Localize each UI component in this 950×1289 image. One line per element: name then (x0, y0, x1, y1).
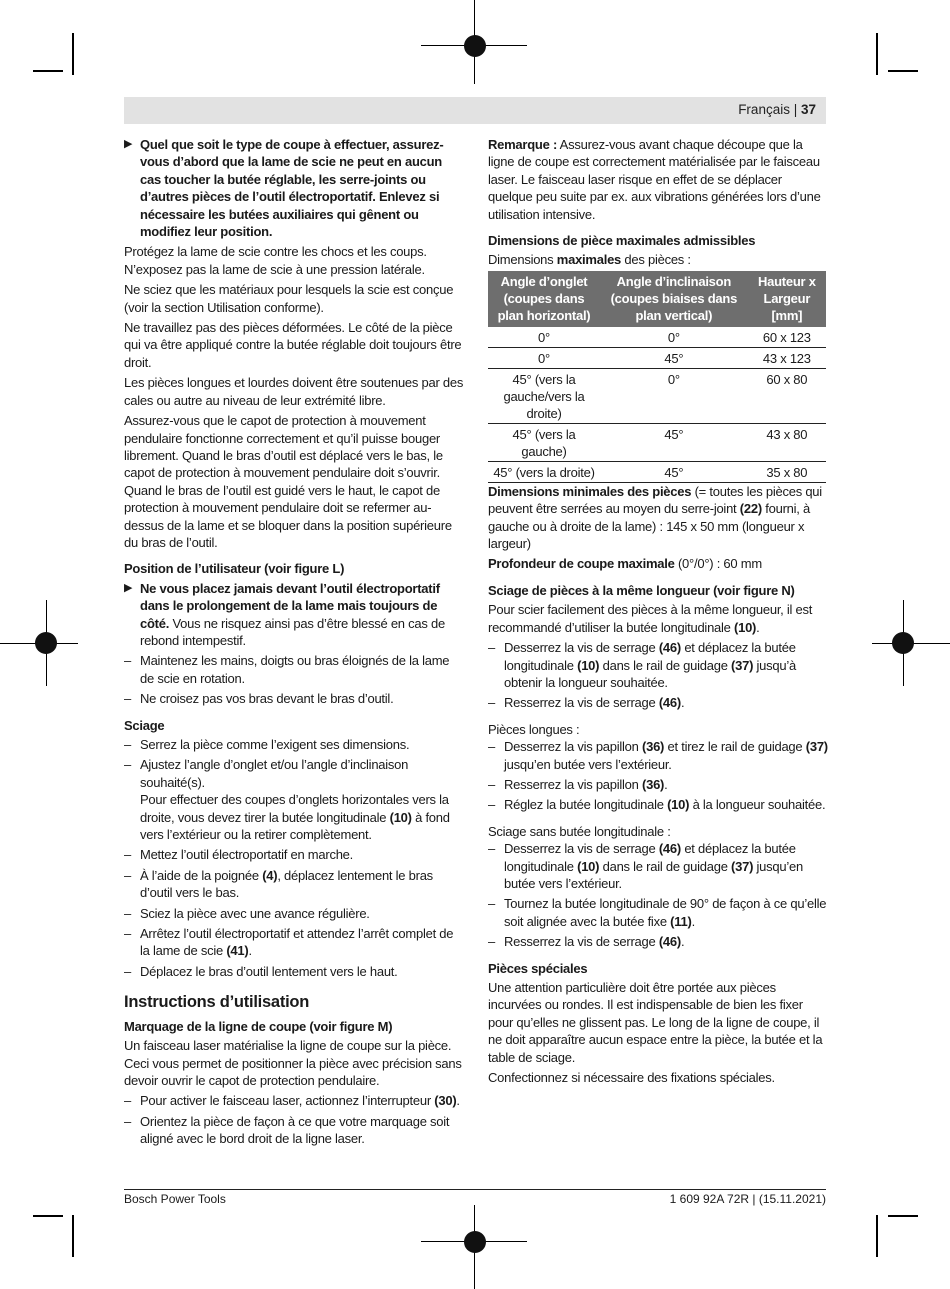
paragraph: Ne sciez que les matériaux pour lesquels la scie est conçue (voir la section Utilisation conforme). (124, 282, 454, 315)
table-cell: 0° (600, 368, 748, 423)
table-cell: 35 x 80 (748, 461, 826, 482)
table-cell: 45° (vers la gauche/vers la droite) (488, 368, 600, 423)
crop-mark (876, 33, 878, 75)
table-cell: 0° (600, 327, 748, 348)
table-row (488, 368, 826, 423)
paragraph: Sciage sans butée longitudinale : (488, 823, 671, 839)
paragraph: Un faisceau laser matérialise la ligne de coupe sur la pièce. Ceci vous permet de positionner la pièce avec précision sans devoir ouvrir le capot de protection pendulaire. (124, 1038, 462, 1088)
paragraph: Ne travaillez pas des pièces déformées. Le côté de la pièce qui va être appliqué contre la butée réglable doit toujours être droit. (124, 320, 462, 370)
table-cell: 45° (vers la gauche) (488, 423, 600, 461)
section-heading: Pièces spéciales (488, 960, 588, 976)
remark-paragraph: Remarque : Assurez-vous avant chaque découpe que la ligne de coupe est correctement matérialisée par le faisceau laser. Le faisceau laser risque en effet de se déplacer quelque peu suite par ex. aux vibrations générées lors d’une utilisation intensive. (488, 137, 821, 222)
header-label: Français | 37 (738, 102, 816, 117)
paragraph: Dimensions maximales des pièces : (488, 252, 691, 268)
right-column (488, 136, 828, 1089)
paragraph: Confectionnez si nécessaire des fixations spéciales. (488, 1070, 775, 1086)
paragraph: Une attention particulière doit être portée aux pièces incurvées ou rondes. Il est indispensable de bien les fixer pour qu’elles ne glissent pas. Le long de la ligne de coupe, il ne doit apparaître aucun espace entre la pièce, la butée et la table de sciage. (488, 980, 823, 1065)
crop-mark (72, 33, 74, 75)
registration-mark-top (464, 35, 486, 57)
footer-brand: Bosch Power Tools (124, 1192, 226, 1206)
paragraph: Dimensions minimales des pièces (= toutes les pièces qui peuvent être serrées au moyen du serre-joint (22) fourni, à gauche ou à droite de la lame) : 145 x 50 mm (longueur x largeur) (488, 483, 822, 552)
list-item: – Desserrez la vis de serrage (46) et déplacez la butée longitudinale (10) dans le rail de guidage (37) jusqu’à obtenir la longueur souhaitée. (488, 639, 828, 691)
table-cell: 60 x 80 (748, 368, 826, 423)
section-heading: Sciage (124, 717, 165, 733)
table-cell: 0° (488, 347, 600, 368)
paragraph: Pièces longues : (488, 721, 580, 737)
list-item: – Orientez la pièce de façon à ce que votre marquage soit aligné avec le bord droit de la ligne laser. (124, 1113, 464, 1148)
safety-warning: ▶ Quel que soit le type de coupe à effectuer, assurez-vous d’abord que la lame de scie ne peut en aucun cas toucher la butée réglable, les serre-joints ou d’autres pièces de l’outil électroportatif. Enlevez si nécessaire les butées auxiliaires qui gênent ou modifiez leur position. (124, 137, 444, 240)
list-item: – Ajustez l’angle d’onglet et/ou l’angle d’inclinaison souhaité(s). Pour effectuer des coupes d’onglets horizontales vers la droite, vous devez tirer la butée longitudinale (10) à fond vers l’extérieur ou la retirer complètement. (124, 756, 464, 843)
table-row (488, 461, 826, 482)
list-item: – Mettez l’outil électroportatif en marche. (124, 846, 464, 863)
list-item: – Sciez la pièce avec une avance régulière. (124, 905, 464, 922)
table-cell: 45° (600, 347, 748, 368)
paragraph: Pour scier facilement des pièces à la même longueur, il est recommandé d’utiliser la butée longitudinale (10). (488, 602, 813, 635)
page-number: 37 (800, 102, 816, 117)
list-item: – À l’aide de la poignée (4), déplacez lentement le bras d’outil vers le bas. (124, 867, 464, 902)
list-item: – Resserrez la vis de serrage (46). (488, 694, 828, 711)
table-cell: 43 x 80 (748, 423, 826, 461)
paragraph: Les pièces longues et lourdes doivent être soutenues par des cales ou autre au niveau de leur extrémité libre. (124, 375, 464, 408)
list-item: – Desserrez la vis papillon (36) et tirez le rail de guidage (37) jusqu’en butée vers l’extérieur. (488, 738, 828, 773)
paragraph: Protégez la lame de scie contre les chocs et les coups. N’exposez pas la lame de scie à une pression latérale. (124, 244, 427, 277)
section-heading: Sciage de pièces à la même longueur (voir figure N) (488, 582, 795, 598)
list-item: – Resserrez la vis de serrage (46). (488, 933, 828, 950)
list-item: – Déplacez le bras d’outil lentement vers le haut. (124, 963, 464, 980)
crop-mark (33, 70, 63, 72)
table-cell: 45° (600, 461, 748, 482)
crop-mark (876, 1215, 878, 1257)
left-column (124, 136, 464, 1151)
footer-doc-id: 1 609 92A 72R | (15.11.2021) (669, 1192, 826, 1206)
header-language: Français (738, 102, 790, 117)
section-heading: Marquage de la ligne de coupe (voir figure M) (124, 1018, 393, 1034)
page-header (124, 97, 826, 124)
paragraph: Profondeur de coupe maximale (0°/0°) : 60 mm (488, 556, 762, 572)
safety-warning: ▶ Ne vous placez jamais devant l’outil électroportatif dans le prolongement de la lame mais toujours de côté. Vous ne risquez ainsi pas d’être blessé en cas de rebond intempestif. (124, 580, 445, 648)
list-item: – Ne croisez pas vos bras devant le bras d’outil. (124, 690, 464, 707)
table-row (488, 423, 826, 461)
section-heading: Position de l’utilisateur (voir figure L) (124, 561, 345, 577)
table-row (488, 327, 826, 348)
table-cell: 0° (488, 327, 600, 348)
table-cell: 45° (vers la droite) (488, 461, 600, 482)
registration-mark-bottom (464, 1231, 486, 1253)
table-row (488, 347, 826, 368)
crop-mark (33, 1215, 63, 1217)
section-heading: Dimensions de pièce maximales admissibles (488, 233, 756, 249)
crop-mark (888, 1215, 918, 1217)
list-item: – Maintenez les mains, doigts ou bras éloignés de la lame de scie en rotation. (124, 652, 464, 687)
table-header-cell: Angle d’onglet (coupes dans plan horizontal) (488, 271, 600, 327)
list-item: – Réglez la butée longitudinale (10) à la longueur souhaitée. (488, 796, 828, 813)
table-header-cell: Hauteur x Largeur [mm] (748, 271, 826, 327)
crop-mark (72, 1215, 74, 1257)
table-header-cell: Angle d’inclinaison (coupes biaises dans plan vertical) (600, 271, 748, 327)
list-item: – Serrez la pièce comme l’exigent ses dimensions. (124, 736, 464, 753)
table-cell: 60 x 123 (748, 327, 826, 348)
list-item: – Pour activer le faisceau laser, actionnez l’interrupteur (30). (124, 1092, 464, 1109)
dimensions-table (488, 271, 826, 483)
table-cell: 43 x 123 (748, 347, 826, 368)
crop-mark (888, 70, 918, 72)
list-item: – Tournez la butée longitudinale de 90° de façon à ce qu’elle soit alignée avec la butée fixe (11). (488, 895, 828, 930)
table-header-row (488, 271, 826, 327)
registration-mark-right (892, 632, 914, 654)
list-item: – Desserrez la vis de serrage (46) et déplacez la butée longitudinale (10) dans le rail de guidage (37) jusqu’en butée vers l’extérieur. (488, 840, 828, 892)
warning-arrow-icon: ▶ (124, 581, 133, 594)
table-cell: 45° (600, 423, 748, 461)
registration-mark-left (35, 632, 57, 654)
list-item: – Arrêtez l’outil électroportatif et attendez l’arrêt complet de la lame de scie (41). (124, 925, 464, 960)
chapter-heading: Instructions d’utilisation (124, 993, 310, 1012)
paragraph: Assurez-vous que le capot de protection à mouvement pendulaire fonctionne correctement et qu’il puisse bouger librement. Quand le bras d’outil est déplacé vers le bas, le capot de protection à mouvement pendulaire doit s’ouvrir. Quand le bras de l’outil est guidé vers le haut, le capot de protection à mouvement pendulaire doit se refermer au-dessus de la lame et se bloquer dans la position supérieure du bras de l’outil. (124, 413, 452, 550)
warning-arrow-icon: ▶ (124, 138, 133, 150)
footer-rule (124, 1189, 826, 1190)
list-item: – Resserrez la vis papillon (36). (488, 776, 828, 793)
